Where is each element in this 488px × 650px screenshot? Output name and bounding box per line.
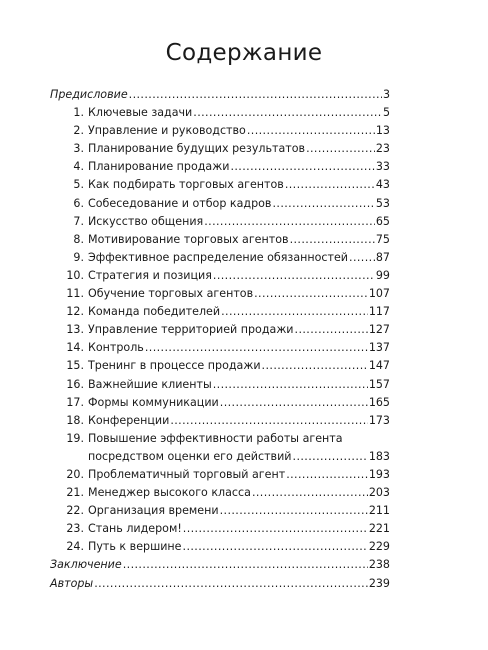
dot-leader xyxy=(204,213,375,231)
toc-entry-chapter-7[interactable] xyxy=(50,213,390,231)
toc-entry-label-continued: посредством оценки его действий xyxy=(88,449,292,463)
toc-entry-page: 183 xyxy=(368,449,390,463)
toc-entry-number: 15. xyxy=(66,359,84,373)
toc-entry-label: Повышение эффективности работы агента xyxy=(88,431,343,445)
dot-leader xyxy=(252,484,368,502)
toc-entry-page: 99 xyxy=(375,268,390,282)
toc-entry-chapter-16[interactable] xyxy=(50,376,390,394)
dot-leader xyxy=(230,158,374,176)
toc-entry-number: 22. xyxy=(66,504,84,518)
toc-entry-number: 24. xyxy=(66,540,84,554)
toc-entry-chapter-8[interactable] xyxy=(50,231,390,249)
dot-leader xyxy=(295,321,368,339)
toc-entry-chapter-12[interactable] xyxy=(50,303,390,321)
dot-leader xyxy=(129,86,382,104)
dot-leader xyxy=(213,376,368,394)
dot-leader xyxy=(220,394,368,412)
toc-entry-chapter-23[interactable] xyxy=(50,520,390,538)
toc-entry-number: 6. xyxy=(73,196,84,210)
toc-entry-authors[interactable] xyxy=(50,575,390,593)
toc-entry-page: 23 xyxy=(375,142,390,156)
page-title: Содержание xyxy=(165,40,323,66)
toc-entry-chapter-20[interactable] xyxy=(50,466,390,484)
toc-entry-page: 5 xyxy=(382,106,390,120)
toc-entry-chapter-11[interactable] xyxy=(50,285,390,303)
dot-leader xyxy=(285,176,375,194)
toc-entry-label: Формы коммуникации xyxy=(88,395,219,409)
toc-entry-label: Мотивирование торговых агентов xyxy=(88,232,289,246)
dot-leader xyxy=(123,556,368,574)
toc-entry-chapter-1[interactable] xyxy=(50,104,390,122)
toc-entry-number: 18. xyxy=(66,413,84,427)
table-of-contents xyxy=(50,86,390,593)
toc-entry-number: 4. xyxy=(73,160,84,174)
dot-leader xyxy=(94,575,368,593)
dot-leader xyxy=(272,195,374,213)
toc-entry-page: 221 xyxy=(368,522,390,536)
toc-entry-chapter-19[interactable] xyxy=(50,430,390,466)
toc-entry-label: Организация времени xyxy=(88,504,219,518)
toc-entry-page: 173 xyxy=(368,413,390,427)
toc-entry-label: Стратегия и позиция xyxy=(88,268,212,282)
toc-entry-chapter-17[interactable] xyxy=(50,394,390,412)
toc-entry-number: 7. xyxy=(73,214,84,228)
dot-leader xyxy=(286,466,368,484)
toc-entry-label: Собеседование и отбор кадров xyxy=(88,196,272,210)
dot-leader xyxy=(247,122,375,140)
toc-entry-chapter-5[interactable] xyxy=(50,176,390,194)
dot-leader xyxy=(183,520,368,538)
toc-entry-label: Искусство общения xyxy=(88,214,204,228)
toc-entry-page: 87 xyxy=(375,250,390,264)
toc-entry-page: 165 xyxy=(368,395,390,409)
toc-entry-page: 193 xyxy=(368,467,390,481)
toc-entry-page: 238 xyxy=(368,558,390,572)
toc-entry-chapter-4[interactable] xyxy=(50,158,390,176)
toc-entry-label: Как подбирать торговых агентов xyxy=(88,178,284,192)
toc-entry-page: 107 xyxy=(368,287,390,301)
toc-entry-label: Обучение торговых агентов xyxy=(88,287,254,301)
dot-leader xyxy=(145,339,368,357)
toc-entry-number: 19. xyxy=(66,431,84,445)
toc-entry-chapter-24[interactable] xyxy=(50,538,390,556)
toc-entry-number: 3. xyxy=(73,142,84,156)
toc-entry-chapter-2[interactable] xyxy=(50,122,390,140)
toc-entry-label: Менеджер высокого класса xyxy=(88,486,251,500)
dot-leader xyxy=(262,357,368,375)
toc-entry-number: 2. xyxy=(73,124,84,138)
toc-entry-number: 16. xyxy=(66,377,84,391)
toc-entry-page: 117 xyxy=(368,305,390,319)
toc-entry-label: Тренинг в процессе продажи xyxy=(88,359,261,373)
toc-entry-number: 20. xyxy=(66,467,84,481)
toc-entry-label: Управление и руководство xyxy=(88,124,246,138)
toc-entry-label: Эффективное распределение обязанностей xyxy=(88,250,349,264)
toc-entry-page: 203 xyxy=(368,486,390,500)
dot-leader xyxy=(193,104,382,122)
toc-entry-label: Конференции xyxy=(88,413,170,427)
toc-entry-label: Управление территорией продажи xyxy=(88,323,294,337)
toc-entry-page: 137 xyxy=(368,341,390,355)
toc-entry-number: 13. xyxy=(66,323,84,337)
toc-entry-page: 53 xyxy=(375,196,390,210)
toc-entry-label: Важнейшие клиенты xyxy=(88,377,212,391)
toc-entry-preface[interactable] xyxy=(50,86,390,104)
toc-entry-page: 3 xyxy=(382,88,390,101)
toc-entry-page: 13 xyxy=(375,124,390,138)
toc-entry-label: Стань лидером! xyxy=(88,522,182,536)
toc-entry-page: 127 xyxy=(368,323,390,337)
dot-leader xyxy=(290,231,375,249)
toc-entry-number: 11. xyxy=(66,287,84,301)
toc-entry-label: Планирование будущих результатов xyxy=(88,142,306,156)
toc-entry-number: 17. xyxy=(66,395,84,409)
toc-entry-number: 9. xyxy=(73,250,84,264)
toc-entry-page: 75 xyxy=(375,232,390,246)
dot-leader xyxy=(293,448,368,466)
toc-entry-chapter-14[interactable] xyxy=(50,339,390,357)
toc-entry-conclusion[interactable] xyxy=(50,556,390,574)
toc-entry-label: Планирование продажи xyxy=(88,160,230,174)
toc-entry-number: 14. xyxy=(66,341,84,355)
toc-entry-number: 23. xyxy=(66,522,84,536)
toc-entry-page: 229 xyxy=(368,540,390,554)
toc-entry-chapter-22[interactable] xyxy=(50,502,390,520)
dot-leader xyxy=(254,285,368,303)
dot-leader xyxy=(221,303,368,321)
toc-entry-label: Команда победителей xyxy=(88,305,221,319)
toc-entry-chapter-18[interactable] xyxy=(50,412,390,430)
toc-entry-number: 12. xyxy=(66,305,84,319)
toc-entry-chapter-10[interactable] xyxy=(50,267,390,285)
dot-leader xyxy=(220,502,368,520)
toc-entry-chapter-13[interactable] xyxy=(50,321,390,339)
toc-entry-number: 21. xyxy=(66,486,84,500)
dot-leader xyxy=(213,267,375,285)
toc-entry-page: 33 xyxy=(375,160,390,174)
toc-entry-chapter-9[interactable] xyxy=(50,249,390,267)
toc-entry-page: 43 xyxy=(375,178,390,192)
toc-entry-label: Проблематичный торговый агент xyxy=(88,467,286,481)
toc-entry-chapter-3[interactable] xyxy=(50,140,390,158)
toc-entry-chapter-21[interactable] xyxy=(50,484,390,502)
toc-entry-label: Ключевые задачи xyxy=(88,106,193,120)
dot-leader xyxy=(170,412,367,430)
toc-entry-number: 8. xyxy=(73,232,84,246)
toc-entry-page: 65 xyxy=(375,214,390,228)
toc-entry-label: Заключение xyxy=(50,558,122,572)
toc-entry-page: 211 xyxy=(368,504,390,518)
dot-leader xyxy=(349,249,375,267)
dot-leader xyxy=(183,538,368,556)
toc-entry-page: 147 xyxy=(368,359,390,373)
toc-entry-number: 5. xyxy=(73,178,84,192)
toc-entry-label: Путь к вершине xyxy=(88,540,182,554)
toc-entry-number: 10. xyxy=(66,268,84,282)
toc-entry-label: Контроль xyxy=(88,341,144,355)
dot-leader xyxy=(306,140,375,158)
toc-entry-chapter-15[interactable] xyxy=(50,357,390,375)
toc-entry-chapter-6[interactable] xyxy=(50,195,390,213)
toc-entry-page: 239 xyxy=(368,576,390,590)
toc-entry-number: 1. xyxy=(73,106,84,120)
toc-entry-page: 157 xyxy=(368,377,390,391)
toc-entry-label: Предисловие xyxy=(50,88,128,101)
toc-entry-label: Авторы xyxy=(50,576,94,590)
